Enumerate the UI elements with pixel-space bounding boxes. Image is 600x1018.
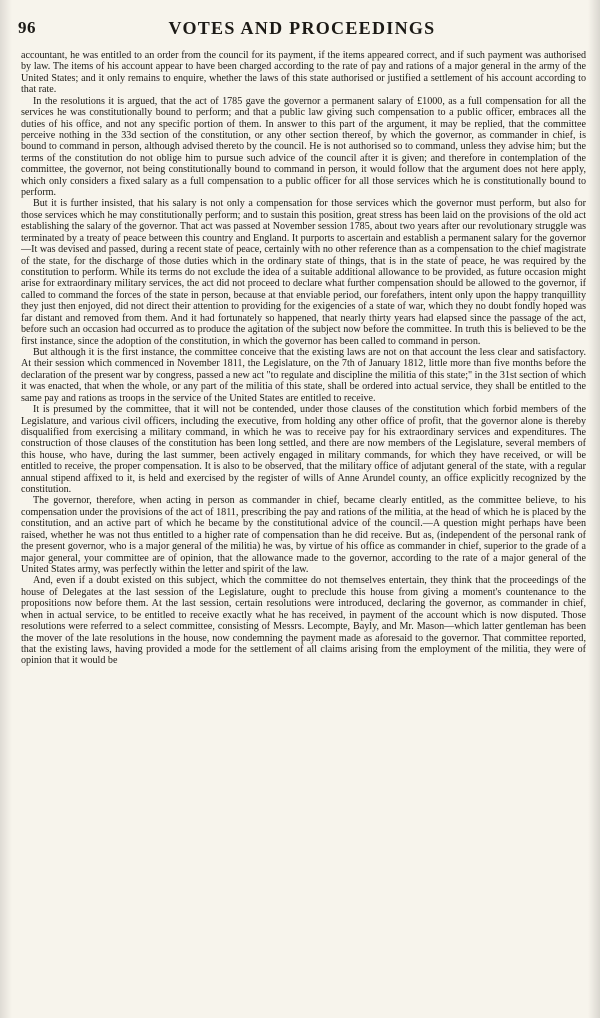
paragraph-resolutions: In the resolutions it is argued, that the act of 1785 gave the governor a permanent salary of £1000, as a full compensation for all the services he was constitutionally bound to perform; and that a public law giving such compensation to a public officer, embraces all the duties of his office, and not any specific portion of them. In answer to this part of the argument, it may be replied, that the committee perceive nothing in the 33d section of the constitution, or any other section thereof, by which the governor, as commander in chief, is bound to command in person, although advised thereto by the council. He is not authorised so to command, unless they advise him; but the terms of the constitution do not oblige him to pursue such advice of the council after it is given; and therefore in contemplation of the committee, the governor, not being constitutionally bound to command in person, it would follow that the argument does not here apply, which only considers a fixed salary as a full compensation to a public officer for all those services which he is constitutionally bound to perform. xyxy=(21,95,586,199)
running-head: VOTES AND PROCEEDINGS xyxy=(168,18,436,38)
page-gutter-shadow xyxy=(0,0,12,1018)
paragraph-house-proceedings: And, even if a doubt existed on this subject, which the committee do not themselves entertain, they think that the proceedings of the house of Delegates at the last session of the Legislature, ought to preclude this house from giving a moment's countenance to the propositions now before them. At the last session, certain resolutions were introduced, declaring the governor, as commander in chief, when in actual service, to be entitled to receive exactly what he has received, in payment of the account which is now disputed. Those resolutions were referred to a select committee, consisting of Messrs. Lecompte, Bayly, and Mr. Mason—which latter gentleman has been the mover of the late resolutions in the house, now condemning the payment made as aforesaid to the governor. That committee reported, that the existing laws, having provided a mode for the settlement of all claims arising from the employment of the militia, they were of opinion that it would be xyxy=(21,575,586,667)
page-header xyxy=(18,18,586,40)
paragraph-existing-laws: But although it is the first instance, the committee conceive that the existing laws are not on that account the less clear and satisfactory. At their session which commenced in November 1811, the Legislature, on the 7th of January 1812, little more than five months before the declaration of the present war by congress, passed a new act "to regulate and discipline the militia of this state;" in the 31st section of which it was enacted, that when the whole, or any part of the militia of this state, shall be ordered into actual service, they shall be entitled to the same pay and rations as troops in the service of the United States are entitled to receive. xyxy=(21,346,586,404)
page-number: 96 xyxy=(18,18,36,37)
paragraph-governor-entitled: The governor, therefore, when acting in person as commander in chief, became clearly entitled, as the committee believe, to his compensation under the provisions of the act of 1811, prescribing the pay and rations of the militia, at the head of which he is placed by the constitution, and an active part of which he became by the constitutional advice of the council.—A question might perhaps have been raised, whether he was not thus entitled to a higher rate of compensation than he did receive. But as, (independent of the personal rank of the present governor, who is a major general of the militia) he was, by virtue of his office as commander in chief, superior to the grade of a major general, your committee are of opinion, that the allowance made to the governor, according to the rate of a major general of the United States army, was perfectly within the letter and spirit of the law. xyxy=(21,495,586,575)
paragraph-salary-argument: But it is further insisted, that his salary is not only a compensation for those services which the governor must perform, but also for those services which he may constitutionally perform; and to sustain this position, great stress has been laid on the provisions of the old act establishing the salary of the governor. That act was passed at November session 1785, about two years after our revolutionary struggle was terminated by a treaty of peace between this country and England. It purports to ascertain and establish a permanent salary for the governor—It was devised and passed, during a recent state of peace, certainly with no other reference than as a compensation to the chief magistrate of the state, for the discharge of those duties which in the ordinary state of things, that is in the state of peace, he was required by the constitution to perform. While its terms do not exclude the idea of a suitable additional allowance to be provided, as future occasion might arise for extraordinary military services, the act did not proceed to declare what further compensation should be allowed to the governor, if called to command the forces of the state in person, because at that enviable period, our forefathers, intent only upon the happy tranquillity they just then enjoyed, did not direct their attention to providing for the exigencies of a state of war, which they no doubt fondly hoped was far distant and removed from them. And it had fortunately so happened, that nearly thirty years had elapsed since the passage of the act, before such an occasion had occurred as to produce the agitation of the subject now before the committee. In truth this is believed to be the first instance, since the adoption of the constitution, in which the governor has been called to command in person. xyxy=(21,198,586,347)
body-text xyxy=(21,50,586,1004)
paragraph-constitution-clauses: It is presumed by the committee, that it will not be contended, under those clauses of the constitution which forbid members of the Legislature, and various civil officers, including the executive, from holding any other office of profit, that the governor alone is thereby disqualified from exercising a military command, in which he was to receive pay for his extraordinary services and expenditures. The construction of those clauses of the constitution has been long settled, and there are now members of the Legislature, several members of this house, who have, during the last summer, been actively engaged in military commands, for which they have received, or will be entitled to receive, the proper compensation. It is also to be observed, that the military office of adjutant general of the state, with a regular annual stipend affixed to it, is held and exercised by the register of wills of Anne Arundel county, an office explicitly recognized by the constitution. xyxy=(21,404,586,496)
page-edge-shadow xyxy=(588,0,600,1018)
paragraph-continued: accountant, he was entitled to an order from the council for its payment, if the items appeared correct, and if such payment was authorised by law. The items of his account appear to have been charged according to the rate of pay and rations of a major general in the army of the United States; and it only remains to enquire, whether the laws of this state authorised or justified a settlement of his account according to that rate. xyxy=(21,50,586,96)
